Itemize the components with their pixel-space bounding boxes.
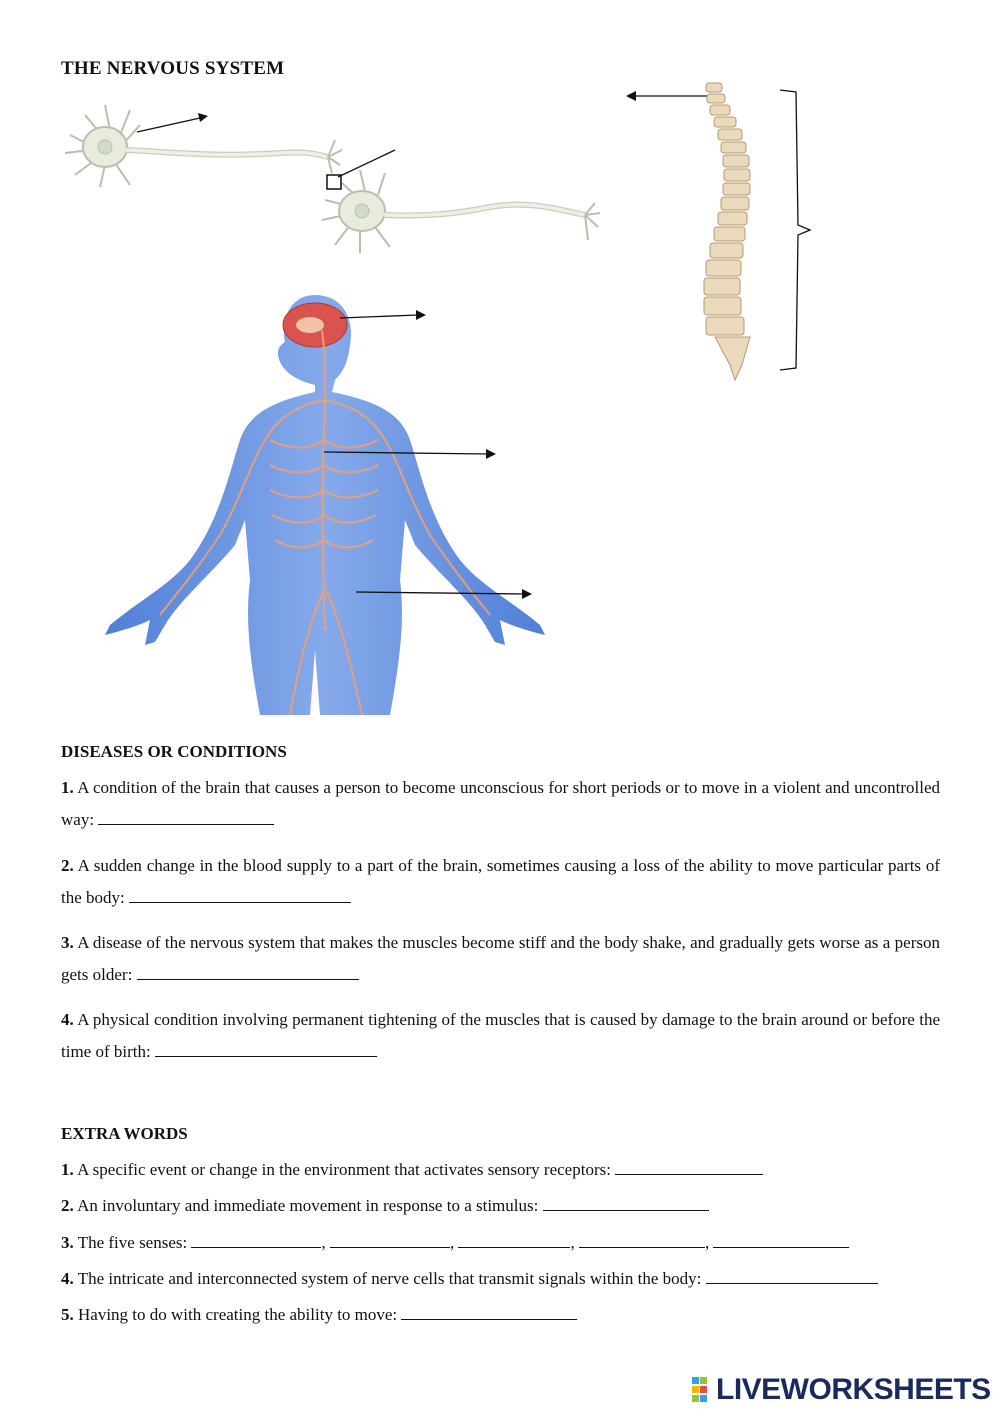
logo-text: LIVEWORKSHEETS [716,1373,991,1406]
question-number: 1. [61,1160,74,1179]
question-number: 1. [61,778,74,797]
answer-blank[interactable] [579,1233,705,1248]
answer-blank[interactable] [191,1233,321,1248]
comma: , [570,1233,575,1252]
question-number: 4. [61,1010,74,1029]
spine-diagram [620,75,830,390]
extra-words-heading: EXTRA WORDS [61,1124,188,1143]
extra-question-1 [61,1154,940,1186]
extra-question-2 [61,1190,940,1222]
extra-question-5 [61,1299,940,1331]
answer-blank[interactable] [137,965,359,980]
question-number: 2. [61,856,74,875]
question-number: 5. [61,1305,74,1324]
question-text: A specific event or change in the environment that activates sensory receptors: [77,1160,611,1179]
question-text: An involuntary and immediate movement in response to a stimulus: [77,1196,539,1215]
disease-question-4 [61,1004,940,1068]
answer-blank[interactable] [706,1269,878,1284]
extra-question-4 [61,1263,940,1295]
answer-blank[interactable] [129,888,351,903]
logo-icon [692,1377,716,1403]
answer-blank[interactable] [155,1042,377,1057]
answer-blank[interactable] [330,1233,450,1248]
question-text: A sudden change in the blood supply to a part of the brain, sometimes causing a loss of the ability to move particular parts of the body: [61,856,940,907]
answer-blank[interactable] [713,1233,849,1248]
question-text: A condition of the brain that causes a person to become unconscious for short periods or to move in a violent and uncontrolled way: [61,778,941,829]
comma: , [704,1233,710,1252]
answer-blank[interactable] [98,810,274,825]
liveworksheets-logo [692,1372,991,1408]
comma: , [321,1233,326,1252]
question-text: A physical condition involving permanent tightening of the muscles that is caused by damage to the brain around or before the time of birth: [61,1010,941,1061]
comma: , [449,1233,455,1252]
neuron-diagram [60,95,610,270]
answer-blank[interactable] [401,1305,577,1320]
question-text: Having to do with creating the ability to move: [78,1305,398,1324]
question-number: 3. [61,1233,74,1252]
question-text: A disease of the nervous system that makes the muscles become stiff and the body shake, and gradually gets worse as a person gets older: [61,933,941,984]
question-number: 4. [61,1269,74,1288]
page-title: THE NERVOUS SYSTEM [61,58,285,79]
diseases-heading: DISEASES OR CONDITIONS [61,742,287,761]
disease-question-3 [61,927,940,991]
extra-question-3 [61,1227,940,1259]
question-number: 3. [61,933,74,952]
answer-blank[interactable] [615,1160,763,1175]
disease-question-1 [61,772,940,836]
question-text: The intricate and interconnected system of nerve cells that transmit signals within the body: [77,1269,702,1288]
question-number: 2. [61,1196,74,1215]
answer-blank[interactable] [458,1233,570,1248]
disease-question-2 [61,850,940,914]
answer-blank[interactable] [543,1196,709,1211]
question-text: The five senses: [77,1233,188,1252]
human-body-diagram [100,290,550,715]
